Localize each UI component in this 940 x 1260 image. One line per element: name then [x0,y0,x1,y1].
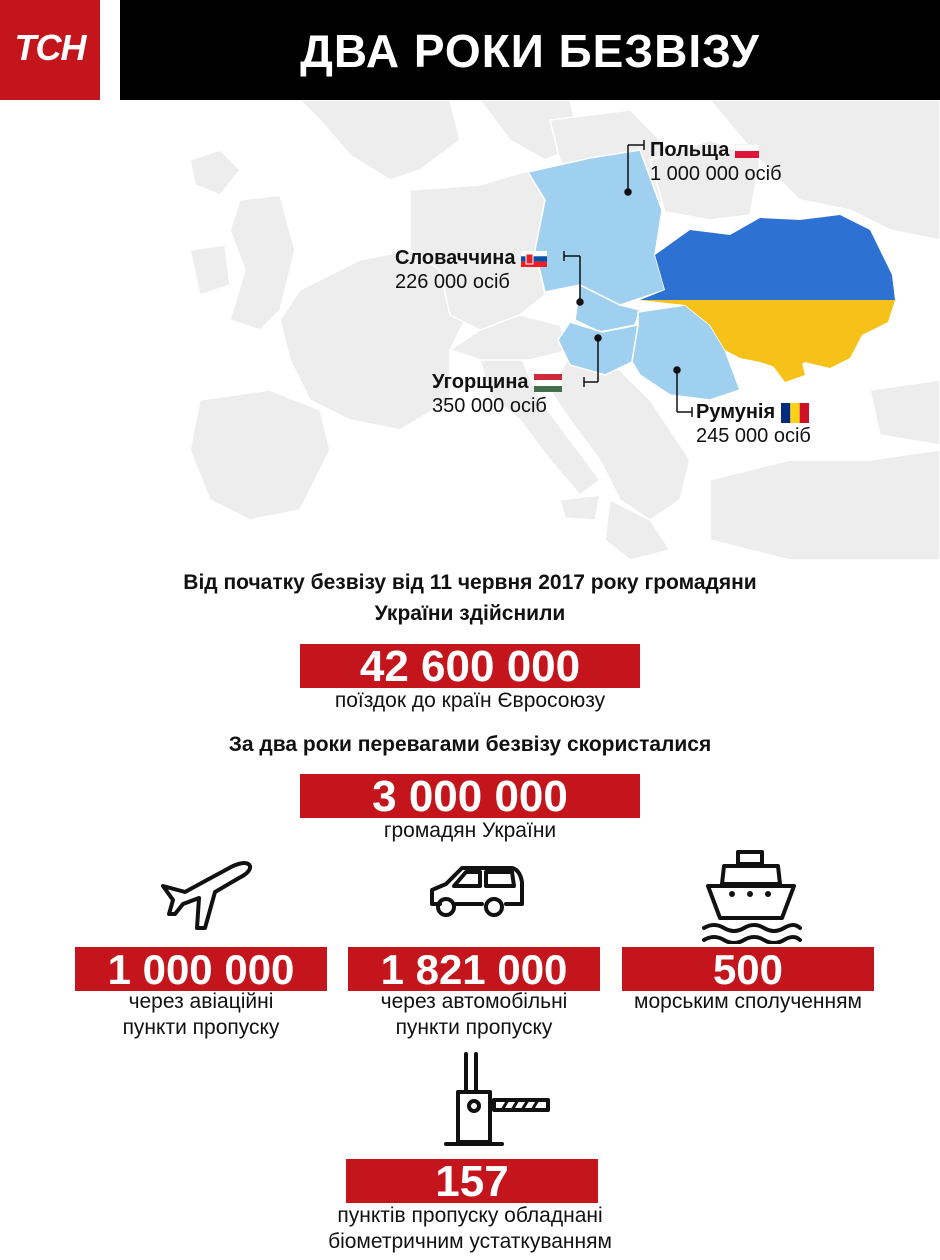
air-label-line-1: через авіаційні [128,990,274,1013]
country-population: 1 000 000 осіб [650,163,782,185]
checkpoints-label-line-2: біометричним устаткуванням [328,1230,612,1253]
users-label: громадян України [383,819,557,842]
poland-flag-icon [735,144,759,158]
intro-text [0,567,940,629]
label-hungary [432,370,562,418]
country-name: Словаччина [395,247,516,269]
car-label-line-2: пункти пропуску [395,1016,553,1039]
ship-icon [702,846,802,944]
air-value: 1 000 000 [107,946,295,993]
intro-line-1: Від початку безвізу від 11 червня 2017 року громадяни [183,571,757,594]
country-population: 350 000 осіб [432,395,547,417]
title-bar [120,0,940,100]
air-value-box [75,947,327,991]
hungary-flag-icon [534,374,562,392]
air-label-line-2: пункти пропуску [122,1016,280,1039]
checkpoints-value: 157 [435,1157,509,1206]
ukraine-blue [640,215,895,300]
checkpoints-label-line-1: пунктів пропуску обладнані [337,1204,603,1227]
poland-shape [528,150,665,305]
users-value: 3 000 000 [372,772,568,821]
page-title: ДВА РОКИ БЕЗВІЗУ [300,25,760,77]
air-label [75,989,327,1041]
country-population: 245 000 осіб [696,425,811,447]
europe-map [150,100,940,560]
label-poland [650,138,782,186]
car-value-box [348,947,600,991]
sea-label [602,989,894,1015]
trips-value: 42 600 000 [359,642,581,691]
tsn-logo [0,0,100,100]
airplane-icon [155,858,255,932]
car-label-line-1: через автомобільні [380,990,568,1013]
country-name: Польща [650,139,730,161]
users-heading: За два роки перевагами безвізу скористалися [228,733,712,756]
checkpoints-label [0,1203,940,1255]
romania-flag-icon [781,403,809,423]
label-romania [696,400,811,448]
label-slovakia [395,246,547,294]
car-icon [426,862,526,922]
users-value-box [300,772,640,821]
barrier-icon [440,1050,560,1150]
slovakia-flag-icon [521,251,547,267]
car-value: 1 821 000 [380,946,568,993]
sea-value-box [622,947,874,991]
intro-line-2: України здійснили [374,602,566,625]
car-label [348,989,600,1041]
trips-value-box [300,642,640,691]
country-name: Угорщина [432,371,529,393]
sea-value: 500 [712,946,784,993]
country-population: 226 000 осіб [395,271,510,293]
checkpoints-value-box [346,1157,598,1206]
logo-text: ТСН [14,27,86,68]
sea-label-line-1: морським сполученням [634,990,862,1013]
trips-label: поїздок до країн Євросоюзу [334,689,606,712]
country-name: Румунія [696,401,776,423]
